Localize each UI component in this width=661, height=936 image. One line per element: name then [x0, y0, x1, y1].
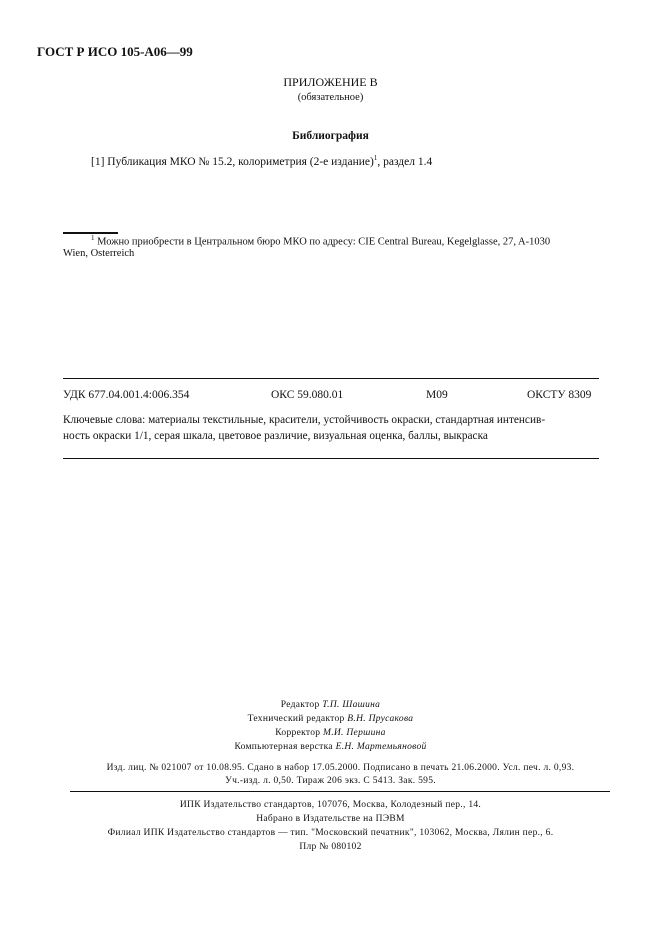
divider — [63, 378, 599, 379]
appendix-title: ПРИЛОЖЕНИЕ В — [283, 75, 378, 89]
credit-role: Редактор — [280, 700, 320, 710]
footnote-text: Можно приобрести в Центральном бюро МКО по адресу: CIE Central Bureau, Kegelglasse, 27, A-1030 — [97, 236, 551, 248]
publisher-line3: Филиал ИПК Издательство стандартов — тип. "Московский печатник", 103062, Москва, Лялин пер., 6. — [107, 828, 554, 838]
divider — [63, 458, 599, 459]
footnote-ref: 1 — [373, 154, 378, 162]
group-code: М09 — [426, 389, 448, 401]
keywords-line2: ность окраски 1/1, серая шкала, цветовое различие, визуальная оценка, баллы, выкраска — [63, 430, 488, 442]
credit-corrector — [0, 728, 661, 738]
keywords-line1: Ключевые слова: материалы текстильные, красители, устойчивость окраски, стандартная интенсив- — [63, 414, 546, 426]
okstu-code: ОКСТУ 8309 — [527, 389, 592, 401]
credit-role: Компьютерная верстка — [234, 742, 333, 752]
footnote-line1 — [91, 234, 550, 248]
divider — [70, 791, 610, 792]
footnote-mark: 1 — [91, 234, 95, 242]
udk-code: УДК 677.04.001.4:006.354 — [63, 389, 190, 401]
credit-editor — [0, 700, 661, 710]
credit-name: Е.Н. Мартемьяновой — [335, 742, 427, 752]
publisher-line1: ИПК Издательство стандартов, 107076, Москва, Колодезный пер., 14. — [179, 800, 482, 810]
credit-name: В.Н. Прусакова — [347, 714, 414, 724]
credit-tech-editor — [0, 714, 661, 724]
publisher-line2: Набрано в Издательстве на ПЭВМ — [256, 814, 405, 824]
credit-name: М.И. Першина — [323, 728, 386, 738]
standard-designation: ГОСТ Р ИСО 105-А06—99 — [37, 44, 193, 59]
imprint-line1: Изд. лиц. № 021007 от 10.08.95. Сдано в набор 17.05.2000. Подписано в печать 21.06.2000. Усл. печ. л. 0,93. — [106, 763, 575, 773]
bibliography-item-tail: , раздел 1.4 — [377, 155, 433, 168]
appendix-subtitle: (обязательное) — [297, 92, 364, 103]
credit-layout — [0, 742, 661, 752]
oks-code: ОКС 59.080.01 — [271, 389, 344, 401]
credit-role: Технический редактор — [247, 714, 345, 724]
publisher-line4: Плр № 080102 — [299, 842, 362, 852]
bibliography-heading: Библиография — [292, 130, 369, 142]
footnote-line2: Wien, Osterreich — [63, 248, 135, 259]
bibliography-item — [91, 154, 432, 168]
credit-role: Корректор — [275, 728, 321, 738]
credit-name: Т.П. Шашина — [322, 700, 381, 710]
bibliography-item-text: [1] Публикация МКО № 15.2, колориметрия (2-е издание) — [91, 155, 374, 168]
imprint-line2: Уч.-изд. л. 0,50. Тираж 206 экз. С 5413. Зак. 595. — [225, 776, 436, 786]
